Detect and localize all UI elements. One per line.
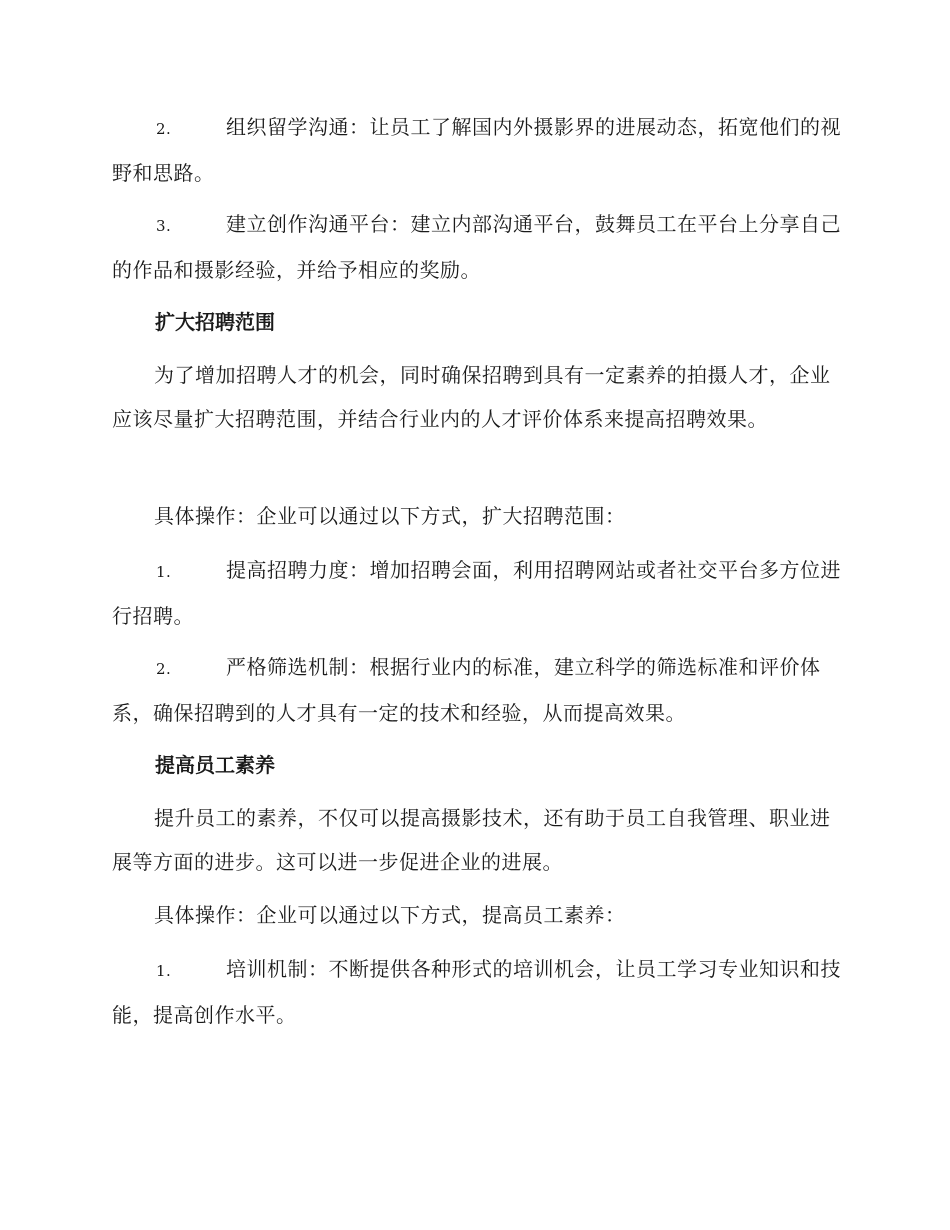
list-text: 建立创作沟通平台：建立内部沟通平台，鼓舞员工在平台上分享自己的作品和摄影经验，并给予相应的奖励。 [112,212,841,282]
list-text: 提高招聘力度：增加招聘会面，利用招聘网站或者社交平台多方位进行招聘。 [112,558,841,628]
list-number: 1. [156,563,172,581]
list-item-training [112,947,842,1037]
list-text: 培训机制：不断提供各种形式的培训机会，让员工学习专业知识和技能，提高创作水平。 [112,957,841,1027]
list-number: 2. [156,660,172,678]
list-item-create-platform [112,202,842,292]
section-heading-improve-quality: 提高员工素养 [155,753,275,777]
paragraph-recruitment-ops: 具体操作：企业可以通过以下方式，扩大招聘范围： [154,504,626,528]
list-text: 组织留学沟通：让员工了解国内外摄影界的进展动态，拓宽他们的视野和思路。 [112,115,841,185]
list-number: 2. [156,120,172,138]
list-item-strict-screening [112,645,842,735]
list-item-recruit-intensity [112,548,842,638]
list-item-org-exchange [112,105,842,195]
paragraph-recruitment-intro: 为了增加招聘人才的机会，同时确保招聘到具有一定素养的拍摄人才，企业应该尽量扩大招聘范围，并结合行业内的人才评价体系来提高招聘效果。 [112,363,831,431]
section-heading-expand-recruitment: 扩大招聘范围 [155,310,275,334]
paragraph-quality-ops: 具体操作：企业可以通过以下方式，提高员工素养： [154,903,626,927]
list-number: 1. [156,962,172,980]
list-number: 3. [156,217,172,235]
paragraph-quality-intro: 提升员工的素养，不仅可以提高摄影技术，还有助于员工自我管理、职业进展等方面的进步。这可以进一步促进企业的进展。 [112,806,831,874]
list-text: 严格筛选机制：根据行业内的标准，建立科学的筛选标准和评价体系，确保招聘到的人才具有一定的技术和经验，从而提高效果。 [112,655,821,725]
